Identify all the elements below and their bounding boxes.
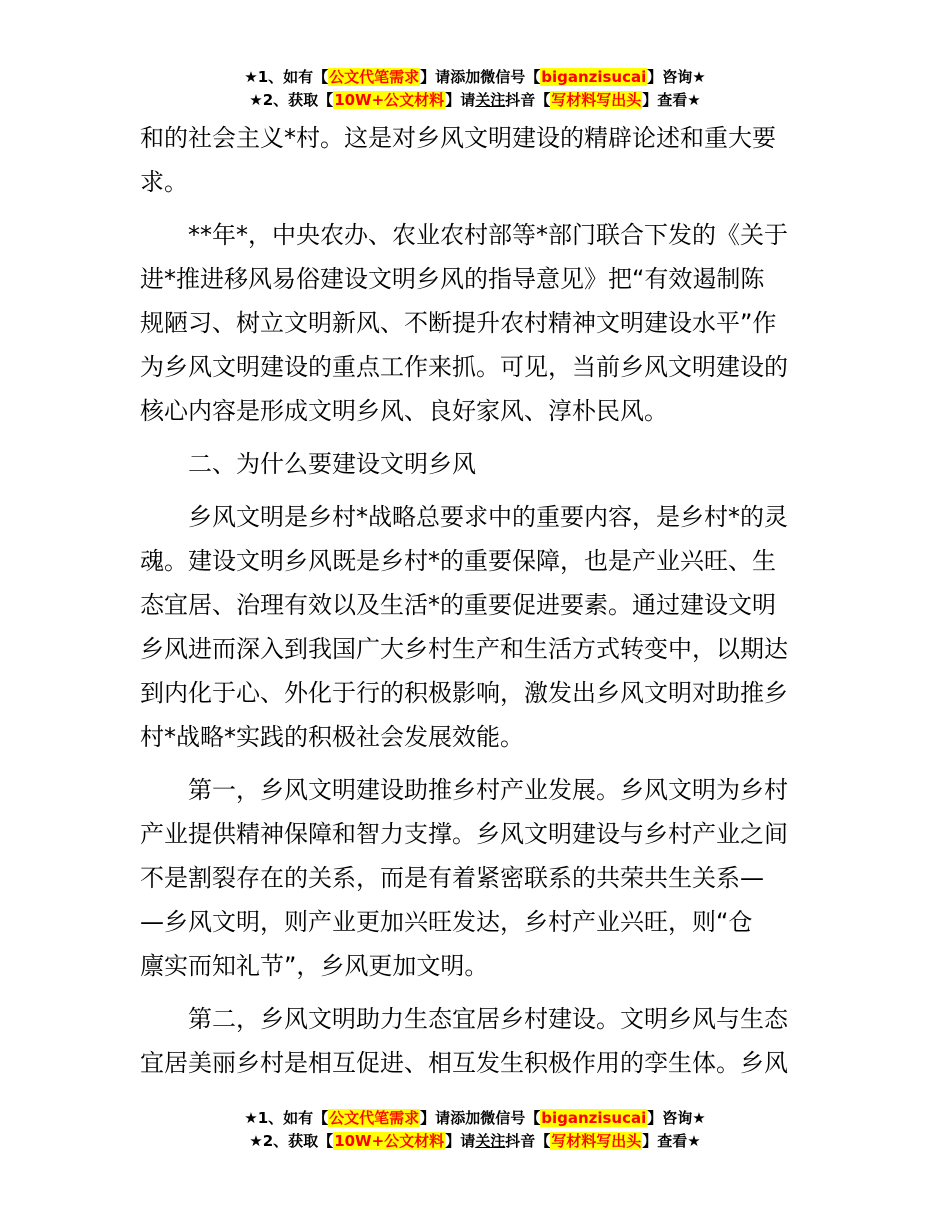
banner-text: 微信号【 (480, 68, 541, 86)
banner-text: 】请 (445, 91, 476, 109)
text-line: 进*推进移风易俗建设文明乡风的指导意见》把“有效遏制陈 (140, 265, 765, 293)
banner-text: ★1、如有【 (244, 68, 329, 86)
header-banner (0, 66, 950, 112)
text-line: 产业提供精神保障和智力支撑。乡风文明建设与乡村产业之间 (140, 820, 788, 848)
text-line: 乡风文明是乡村*战略总要求中的重要内容，是乡村*的灵 (188, 503, 788, 531)
paragraph (140, 768, 812, 988)
banner-text: 】咨询★ (647, 68, 706, 86)
text-line: 态宜居、治理有效以及生活*的重要促进要素。通过建设文明 (140, 591, 776, 619)
text-line: 求。 (140, 168, 188, 196)
banner-text: 】请 (420, 1109, 451, 1127)
banner-text: ★2、获取【 (249, 91, 334, 109)
paragraph (140, 997, 812, 1085)
banner-text: 抖音【 (505, 91, 551, 109)
banner-text: ★2、获取【 (249, 1132, 334, 1150)
banner-line-1 (0, 1107, 950, 1130)
footer-banner (0, 1107, 950, 1153)
text-line: 第一，乡风文明建设助推乡村产业发展。乡风文明为乡村 (188, 776, 788, 804)
banner-line-2 (0, 89, 950, 112)
highlight-douyin-id: 写材料写出头 (551, 1132, 642, 1150)
banner-text: 】请 (420, 68, 451, 86)
highlight-douyin-id: 写材料写出头 (551, 91, 642, 109)
document-body (140, 116, 812, 1094)
highlight-service: 公文代笔需求 (329, 68, 420, 86)
text-line: —乡风文明，则产业更加兴旺发达，乡村产业兴旺，则“仓 (140, 908, 753, 936)
banner-text: 抖音【 (505, 1132, 551, 1150)
banner-text: 】请 (445, 1132, 476, 1150)
text-line: 第二，乡风文明助力生态宜居乡村建设。文明乡风与生态 (188, 1005, 788, 1033)
section-heading (140, 442, 812, 486)
banner-line-2 (0, 1130, 950, 1153)
banner-emphasis: 添加 (450, 1109, 481, 1127)
text-line: 核心内容是形成文明乡风、良好家风、淳朴民风。 (140, 397, 668, 425)
text-line: 不是割裂存在的关系，而是有着紧密联系的共荣共生关系— (140, 864, 764, 892)
paragraph (140, 213, 812, 433)
highlight-materials: 10W+公文材料 (334, 1132, 445, 1150)
text-line: 廪实而知礼节”，乡风更加文明。 (140, 952, 489, 980)
banner-text: 】查看★ (642, 1132, 701, 1150)
text-line: 到内化于心、外化于行的积极影响，激发出乡风文明对助推乡 (140, 679, 788, 707)
highlight-materials: 10W+公文材料 (334, 91, 445, 109)
banner-emphasis: 关注 (475, 91, 506, 109)
banner-text: 微信号【 (480, 1109, 541, 1127)
banner-text: 】查看★ (642, 91, 701, 109)
text-line: 魂。建设文明乡风既是乡村*的重要保障，也是产业兴旺、生 (140, 547, 776, 575)
text-line: 规陋习、树立文明新风、不断提升农村精神文明建设水平”作 (140, 309, 777, 337)
highlight-wechat-id: biganzisucai (541, 68, 647, 86)
banner-emphasis: 添加 (450, 68, 481, 86)
banner-text: ★1、如有【 (244, 1109, 329, 1127)
banner-text: 】咨询★ (647, 1109, 706, 1127)
paragraph-continuation (140, 116, 812, 204)
heading-text: 二、为什么要建设文明乡风 (188, 450, 476, 478)
banner-emphasis: 关注 (475, 1132, 506, 1150)
highlight-service: 公文代笔需求 (329, 1109, 420, 1127)
text-line: 宜居美丽乡村是相互促进、相互发生积极作用的孪生体。乡风 (140, 1049, 788, 1077)
text-line: **年*，中央农办、农业农村部等*部门联合下发的《关于 (188, 221, 788, 249)
text-line: 和的社会主义*村。这是对乡风文明建设的精辟论述和重大要 (140, 124, 776, 152)
text-line: 乡风进而深入到我国广大乡村生产和生活方式转变中，以期达 (140, 635, 788, 663)
paragraph (140, 495, 812, 759)
text-line: 村*战略*实践的积极社会发展效能。 (140, 723, 524, 751)
highlight-wechat-id: biganzisucai (541, 1109, 647, 1127)
text-line: 为乡风文明建设的重点工作来抓。可见，当前乡风文明建设的 (140, 353, 788, 381)
banner-line-1 (0, 66, 950, 89)
